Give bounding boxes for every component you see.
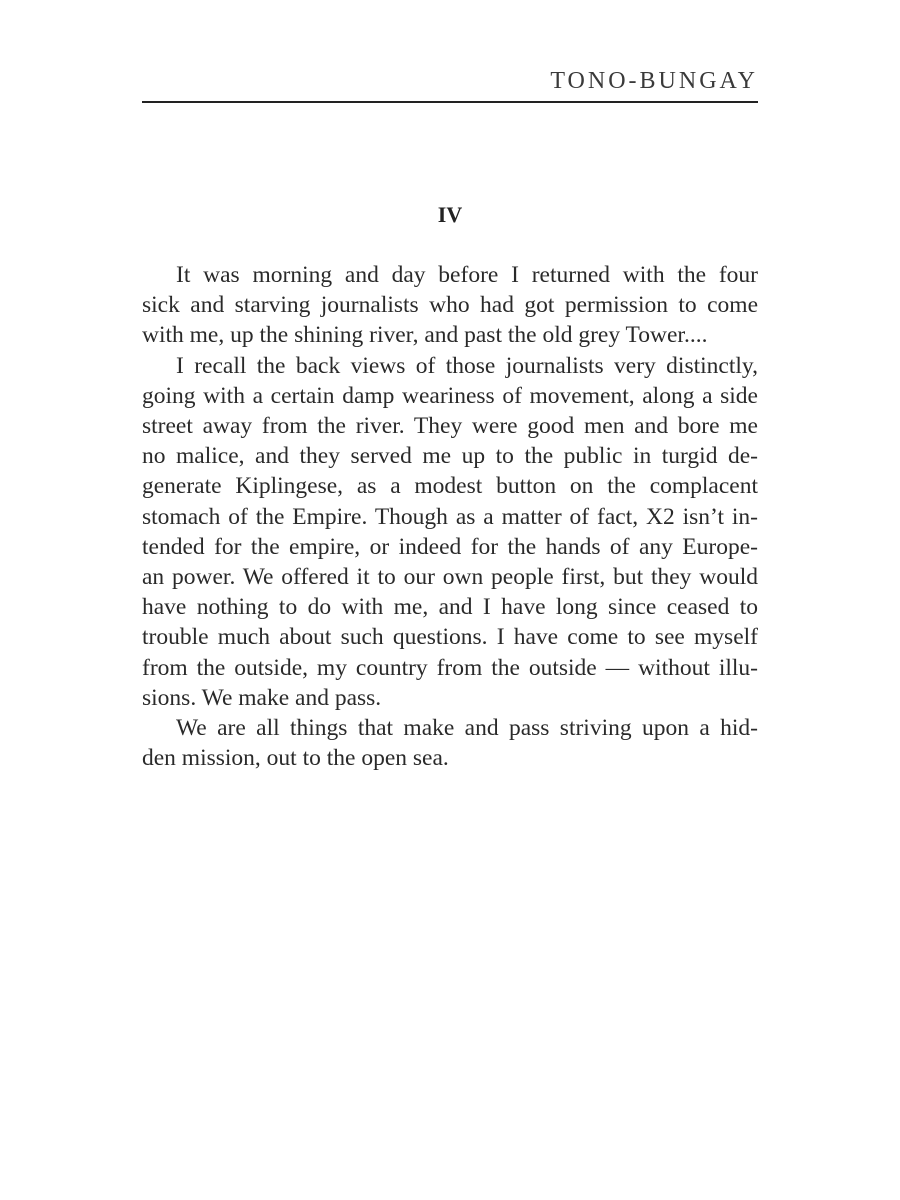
body-text — [142, 260, 758, 773]
text-line: generate Kiplingese, as a modest button on the complacent — [142, 473, 758, 500]
paragraph — [142, 351, 758, 713]
text-line: street away from the river. They were good men and bore me — [142, 413, 758, 440]
paragraph — [142, 713, 758, 773]
text-line: It was morning and day before I returned with the four — [176, 262, 758, 288]
text-line: tended for the empire, or indeed for the hands of any Europe- — [142, 533, 758, 560]
paragraph — [142, 260, 758, 351]
text-line: from the outside, my country from the outside — without illu- — [142, 654, 758, 681]
text-line: sick and starving journalists who had got permission to come — [142, 292, 758, 319]
text-line: I recall the back views of those journalists very distinctly, — [176, 352, 758, 379]
text-line: den mission, out to the open sea. — [142, 745, 449, 772]
text-line: going with a certain damp weariness of movement, along a side — [142, 382, 758, 409]
header-rule — [142, 101, 758, 103]
text-line: no malice, and they served me up to the public in turgid de- — [142, 443, 758, 470]
text-line: sions. We make and pass. — [142, 684, 382, 711]
text-line: We are all things that make and pass striving upon a hid- — [176, 715, 758, 742]
running-head: TONO-BUNGAY — [550, 68, 758, 94]
text-line: an power. We offered it to our own people first, but they would — [142, 564, 758, 591]
chapter-number: IV — [437, 202, 463, 227]
text-line: with me, up the shining river, and past the old grey Tower.... — [142, 322, 708, 349]
text-line: have nothing to do with me, and I have long since ceased to — [142, 594, 758, 621]
text-line: trouble much about such questions. I have come to see myself — [142, 624, 758, 651]
text-line: stomach of the Empire. Though as a matter of fact, X2 isn’t in- — [142, 503, 758, 530]
